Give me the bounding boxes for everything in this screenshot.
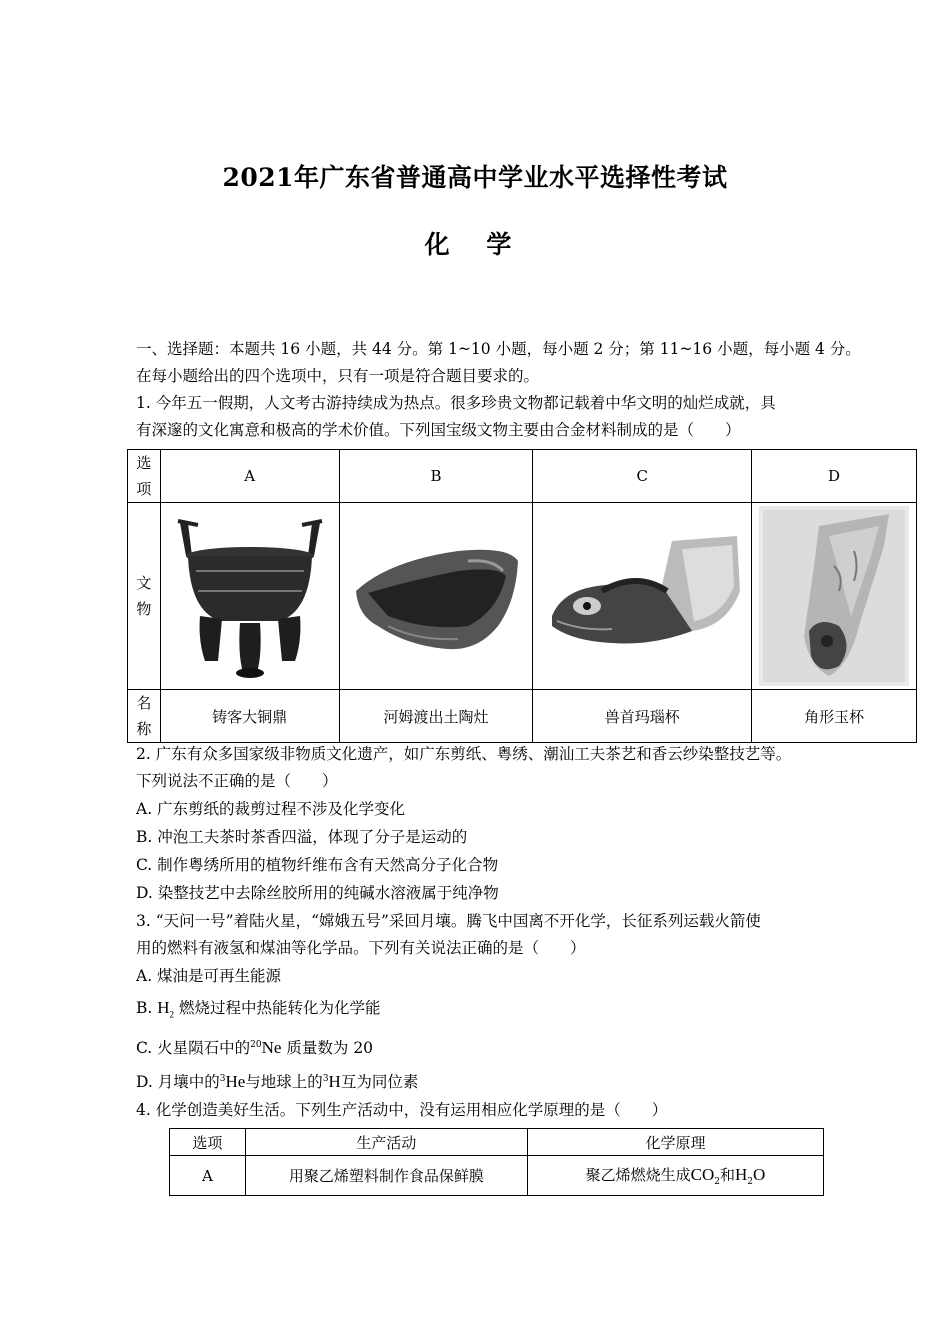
- q4-co-subscript: 2: [714, 1177, 720, 1187]
- name-b-cell: 河姆渡出土陶灶: [339, 690, 533, 743]
- section-instructions-line2: 在每小题给出的四个选项中，只有一项是符合题目要求的。: [136, 367, 540, 385]
- q1-line1: 1. 今年五一假期，人文考古游持续成为热点。很多珍贵文物都记载着中华文明的灿烂成就，具: [136, 394, 776, 412]
- option-b-cell: B: [339, 450, 533, 503]
- table-row-options: [128, 450, 917, 503]
- q4-o-formula: O: [753, 1165, 766, 1184]
- q3-line1: 3. “天问一号”着陆火星，“嫦娥五号”采回月壤。腾飞中国离不开化学，长征系列运载火箭使: [136, 912, 761, 930]
- q3-line2: 用的燃料有液氢和煤油等化学品。下列有关说法正确的是（ ）: [136, 939, 586, 957]
- q4-header-principle: 化学原理: [527, 1129, 823, 1156]
- relic-c-cell: [533, 503, 752, 690]
- section-instructions-line1: 一、选择题：本题共 16 小题，共 44 分。第 1~10 小题，每小题 2 分；第 11~16 小题，每小题 4 分。: [136, 340, 861, 358]
- row-header-option: [128, 450, 161, 503]
- option-d-cell: D: [752, 450, 917, 503]
- relic-a-cell: [160, 503, 339, 690]
- relic-d-cell: [752, 503, 917, 690]
- jade-horn-cup-image: [759, 506, 909, 686]
- q3-option-d: [136, 1069, 418, 1092]
- q4-row-a: [170, 1156, 824, 1196]
- q3-d-prefix: D. 月壤中的: [136, 1073, 220, 1092]
- row-header-relic-char2: 物: [136, 600, 152, 618]
- q3-b-prefix: B.: [136, 999, 153, 1017]
- q3-d-mid: 与地球上的: [245, 1073, 323, 1092]
- q2-line1: 2. 广东有众多国家级非物质文化遗产，如广东剪纸、粤绣、潮汕工夫茶艺和香云纱染整技艺等。: [136, 745, 792, 763]
- relics-table: [127, 449, 917, 743]
- q4-header-row: [170, 1129, 824, 1156]
- row-header-option-char1: 选: [136, 454, 152, 472]
- q3-d-element-2: H: [328, 1072, 341, 1092]
- row-header-name-char1: 名: [136, 694, 152, 712]
- row-header-relic-char1: 文: [136, 574, 152, 592]
- row-header-name: [128, 690, 161, 743]
- relic-b-cell: [339, 503, 533, 690]
- q2-option-d: D. 染整技艺中去除丝胶所用的纯碱水溶液属于纯净物: [136, 884, 499, 902]
- option-c-cell: C: [533, 450, 752, 503]
- q1-line2: 有深邃的文化寓意和极高的学术价值。下列国宝级文物主要由合金材料制成的是（ ）: [136, 421, 741, 439]
- subject-title: 化 学: [424, 230, 526, 259]
- q4-h-subscript: 2: [747, 1177, 753, 1187]
- name-c-cell: 兽首玛瑙杯: [533, 690, 752, 743]
- q2-line2: 下列说法不正确的是（ ）: [136, 772, 338, 790]
- row-header-name-char2: 称: [136, 720, 152, 738]
- name-a-cell: 铸客大铜鼎: [160, 690, 339, 743]
- q2-option-b: B. 冲泡工夫茶时茶香四溢，体现了分子是运动的: [136, 828, 468, 846]
- q2-option-c: C. 制作粤绣所用的植物纤维布含有天然高分子化合物: [136, 856, 499, 874]
- q4-table: [169, 1128, 824, 1196]
- q3-b-formula: [157, 998, 175, 1020]
- row-header-option-char2: 项: [136, 480, 152, 498]
- table-row-relics: [128, 503, 917, 690]
- q3-b-text: 燃烧过程中热能转化为化学能: [178, 999, 381, 1017]
- option-a-cell: A: [160, 450, 339, 503]
- table-row-names: [128, 690, 917, 743]
- q3-d-mass-number-2: 3: [322, 1074, 329, 1084]
- q3-c-text: 质量数为 20: [286, 1039, 374, 1058]
- q3-d-mass-number-1: 3: [219, 1074, 226, 1084]
- q4-h-formula: H: [734, 1165, 748, 1184]
- q4-principle-prefix: 聚乙烯燃烧生成: [585, 1166, 691, 1184]
- q4-header-activity: 生产活动: [245, 1129, 527, 1156]
- agate-cup-image: [542, 531, 742, 661]
- q3-b-subscript: 2: [169, 1009, 175, 1020]
- exam-title: 2021年广东省普通高中学业水平选择性考试: [222, 163, 728, 192]
- q4-row-a-principle: [527, 1156, 823, 1196]
- q3-d-text: 互为同位素: [340, 1073, 419, 1092]
- q4-line1: 4. 化学创造美好生活。下列生产活动中，没有运用相应化学原理的是（ ）: [136, 1101, 668, 1119]
- name-d-cell: 角形玉杯: [752, 690, 917, 743]
- q3-option-b: [136, 998, 381, 1024]
- row-header-relic: [128, 503, 161, 690]
- q4-row-a-option: A: [170, 1156, 246, 1196]
- q3-b-element: H: [157, 998, 170, 1017]
- q4-row-a-activity: 用聚乙烯塑料制作食品保鲜膜: [245, 1156, 527, 1196]
- pottery-stove-image: [348, 531, 523, 661]
- q3-c-element: Ne: [261, 1038, 282, 1058]
- q4-co-formula: CO: [690, 1165, 715, 1184]
- q3-option-a: A. 煤油是可再生能源: [136, 967, 282, 985]
- q3-d-element-1: He: [225, 1072, 246, 1092]
- q3-c-prefix: C. 火星陨石中的: [136, 1039, 251, 1058]
- q4-and: 和: [719, 1166, 735, 1184]
- bronze-ding-image: [170, 511, 330, 681]
- q3-c-mass-number: 20: [250, 1040, 262, 1050]
- q3-option-c: [136, 1035, 373, 1058]
- q4-header-option: 选项: [170, 1129, 246, 1156]
- q2-option-a: A. 广东剪纸的裁剪过程不涉及化学变化: [136, 800, 406, 818]
